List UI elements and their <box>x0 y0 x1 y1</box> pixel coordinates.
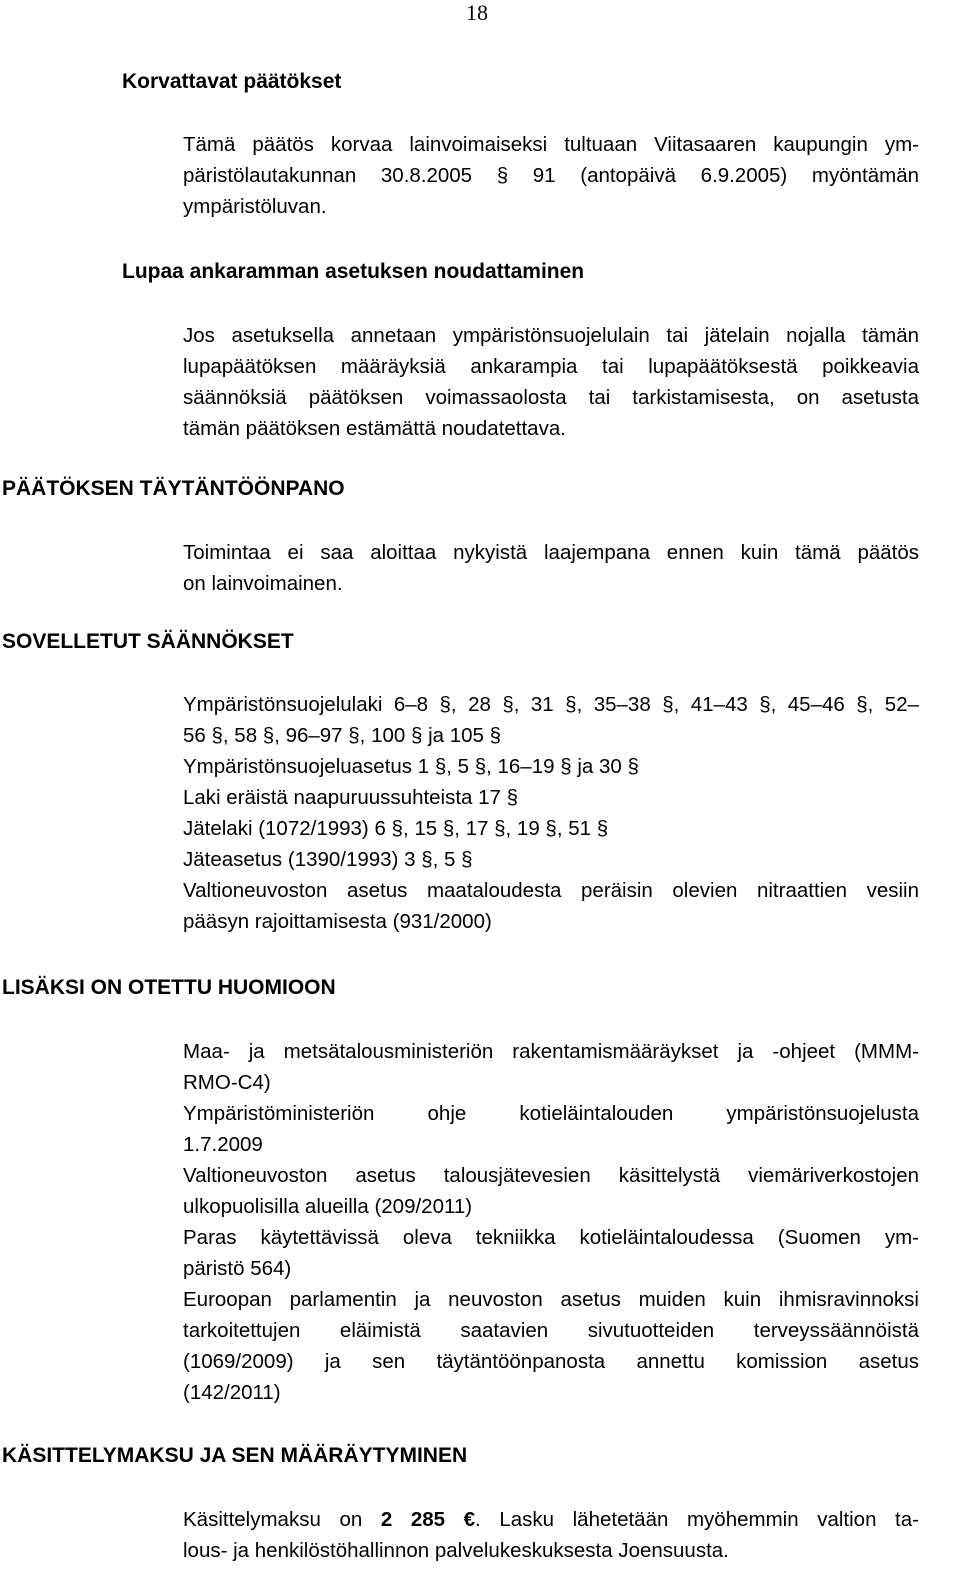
text-line: tämän päätöksen estämättä noudatettava. <box>183 417 566 440</box>
text-line: 1.7.2009 <box>183 1133 263 1156</box>
section-heading-taytantoonpano: PÄÄTÖKSEN TÄYTÄNTÖÖNPANO <box>2 477 345 500</box>
paragraph-kasittelymaksu <box>183 1504 919 1566</box>
text-line: päristö 564) <box>183 1257 292 1280</box>
text-line: RMO-C4) <box>183 1071 271 1094</box>
text-line: ulkopuolisilla alueilla (209/2011) <box>183 1195 473 1218</box>
paragraph-sovelletut <box>183 689 919 937</box>
text-line: tarkoitettujen eläimistä saatavien sivutuotteiden terveyssäännöistä <box>183 1319 919 1342</box>
text-line: Valtioneuvoston asetus maataloudesta peräisin olevien nitraattien vesiin <box>183 879 919 902</box>
text-line: on lainvoimainen. <box>183 572 343 595</box>
text-line: Ympäristönsuojelulaki 6–8 §, 28 §, 31 §, 35–38 §, 41–43 §, 45–46 §, 52– <box>183 693 919 716</box>
text-line: Tämä päätös korvaa lainvoimaiseksi tultuaan Viitasaaren kaupungin ym- <box>183 133 919 156</box>
text-line: Jätelaki (1072/1993) 6 §, 15 §, 17 §, 19 §, 51 § <box>183 817 609 840</box>
text-line: ympäristöluvan. <box>183 195 327 218</box>
fee-amount: 2 285 € <box>380 1508 476 1531</box>
text-line: lous- ja henkilöstöhallinnon palvelukeskuksesta Joensuusta. <box>183 1539 729 1562</box>
section-heading-korvattavat: Korvattavat päätökset <box>122 70 342 93</box>
text-line: Jäteasetus (1390/1993) 3 §, 5 § <box>183 848 473 871</box>
section-heading-kasittelymaksu: KÄSITTELYMAKSU JA SEN MÄÄRÄYTYMINEN <box>2 1444 468 1467</box>
paragraph-korvattavat <box>183 129 919 222</box>
text-line: lupapäätöksen määräyksiä ankarampia tai lupapäätöksestä poikkeavia <box>183 355 919 378</box>
section-heading-lupaa: Lupaa ankaramman asetuksen noudattaminen <box>122 260 585 283</box>
section-heading-lisaksi: LISÄKSI ON OTETTU HUOMIOON <box>2 976 336 999</box>
fee-prefix: Käsittelymaksu on <box>183 1508 381 1531</box>
text-line: Paras käytettävissä oleva tekniikka kotieläintaloudessa (Suomen ym- <box>183 1226 919 1249</box>
fee-suffix: . Lasku lähetetään myöhemmin valtion ta- <box>475 1508 919 1531</box>
text-line: säännöksiä päätöksen voimassaolosta tai tarkistamisesta, on asetusta <box>183 386 919 409</box>
text-line: Ympäristönsuojeluasetus 1 §, 5 §, 16–19 § ja 30 § <box>183 755 639 778</box>
paragraph-lupaa <box>183 320 919 444</box>
paragraph-lisaksi <box>183 1036 919 1408</box>
text-line: Ympäristöministeriön ohje kotieläintalouden ympäristönsuojelusta <box>183 1102 919 1125</box>
text-line: 56 §, 58 §, 96–97 §, 100 § ja 105 § <box>183 724 502 747</box>
text-line: Jos asetuksella annetaan ympäristönsuojelulain tai jätelain nojalla tämän <box>183 324 919 347</box>
page-number: 18 <box>466 0 488 25</box>
text-line: Valtioneuvoston asetus talousjätevesien käsittelystä viemäriverkostojen <box>183 1164 919 1187</box>
text-line: Toimintaa ei saa aloittaa nykyistä laajempana ennen kuin tämä päätös <box>183 541 919 564</box>
text-line: (142/2011) <box>183 1381 281 1404</box>
paragraph-taytantoonpano <box>183 537 919 599</box>
text-line: Maa- ja metsätalousministeriön rakentamismääräykset ja -ohjeet (MMM- <box>183 1040 919 1063</box>
text-line: Euroopan parlamentin ja neuvoston asetus muiden kuin ihmisravinnoksi <box>183 1288 919 1311</box>
text-line <box>183 1504 919 1535</box>
section-heading-sovelletut: SOVELLETUT SÄÄNNÖKSET <box>2 630 294 653</box>
text-line: pääsyn rajoittamisesta (931/2000) <box>183 910 492 933</box>
text-line: (1069/2009) ja sen täytäntöönpanosta annettu komission asetus <box>183 1350 919 1373</box>
text-line: Laki eräistä naapuruussuhteista 17 § <box>183 786 519 809</box>
text-line: päristölautakunnan 30.8.2005 § 91 (antopäivä 6.9.2005) myöntämän <box>183 164 919 187</box>
